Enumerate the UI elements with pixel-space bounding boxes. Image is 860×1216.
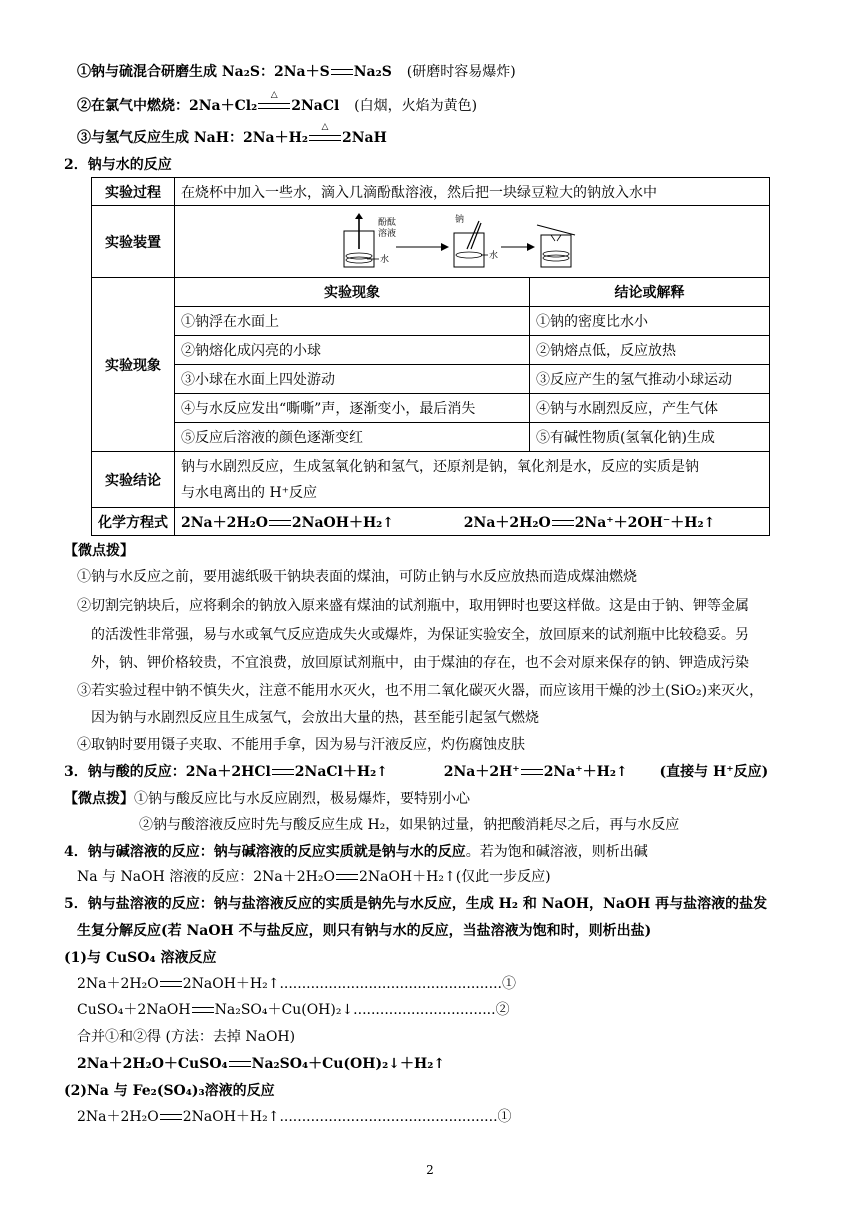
section-text: 生复分解反应(若 NaOH 不与盐反应，则只有钠与水的反应，当盐溶液为饱和时，则析出盐) bbox=[77, 923, 652, 939]
reaction-na-cl2 bbox=[77, 90, 478, 116]
tips-heading: 【微点拨】 bbox=[64, 791, 134, 807]
apparatus-cell bbox=[175, 206, 770, 278]
subsection-heading: (1)与 CuSO₄ 溶液反应 bbox=[64, 950, 217, 966]
equation-right: 2NaOH＋H₂↑(仅此一步反应) bbox=[358, 869, 551, 885]
phenomenon-cell: ②钠熔化成闪亮的小球 bbox=[175, 336, 530, 365]
section-4-equation bbox=[77, 867, 551, 887]
phenomena-cell bbox=[175, 278, 770, 452]
equation-cell bbox=[175, 508, 770, 536]
phenomenon-cell: ④与水反应发出“嘶嘶”声，逐渐变小，最后消失 bbox=[175, 394, 530, 423]
phenomenon-cell: ③小球在水面上四处游动 bbox=[175, 365, 530, 394]
tip-item: 因为钠与水剧烈反应且生成氢气，会放出大量的热，甚至能引起氢气燃烧 bbox=[91, 710, 539, 726]
reaction-note: (研磨时容易爆炸) bbox=[406, 64, 516, 80]
phenomenon-cell: ⑤反应后溶液的颜色逐渐变红 bbox=[175, 423, 530, 452]
equation-right: Na₂S bbox=[353, 64, 392, 80]
equation-left: 2Na＋2H₂O bbox=[181, 514, 268, 531]
subsection-heading: (2)Na 与 Fe₂(SO₄)₃溶液的反应 bbox=[64, 1083, 275, 1099]
label-phenolphthalein-1: 酚酞 bbox=[378, 217, 397, 228]
equation-left: ：2Na＋Cl₂ bbox=[175, 98, 258, 114]
conclusion-cell: ④钠与水剧烈反应，产生气体 bbox=[530, 394, 770, 423]
row-header: 化学方程式 bbox=[92, 508, 175, 536]
equation-left: 2Na＋2H₂O＋CuSO₄ bbox=[77, 1056, 228, 1072]
conclusion-line: 钠与水剧烈反应，生成氢氧化钠和氢气，还原剂是钠，氧化剂是水，反应的实质是钠 bbox=[181, 458, 699, 475]
equation-right: 2NaH bbox=[341, 130, 387, 146]
conclusion-cell: ①钠的密度比水小 bbox=[530, 307, 770, 336]
reaction-label: ②在氯气中燃烧 bbox=[77, 98, 175, 114]
conclusion-cell: ②钠熔点低，反应放热 bbox=[530, 336, 770, 365]
tip-item: ①钠与酸反应比与水反应剧烈，极易爆炸，要特别小心 bbox=[134, 791, 470, 807]
experiment-table bbox=[91, 177, 770, 536]
row-header: 实验装置 bbox=[92, 206, 175, 278]
equals-sign bbox=[160, 1114, 182, 1120]
reaction-na-s bbox=[77, 62, 516, 82]
tip-item: ②切割完钠块后，应将剩余的钠放入原来盛有煤油的试剂瓶中，取用钾时也要这样做。这是由于钠、钾等金属 bbox=[77, 598, 749, 614]
equation-right: 2Na⁺＋2OH⁻＋H₂↑ bbox=[574, 514, 716, 531]
table-row bbox=[175, 365, 769, 394]
equation-line bbox=[77, 1000, 510, 1020]
equation-left: ：2Na＋S bbox=[260, 64, 330, 80]
section-key-point: 钠与碱溶液的反应实质就是钠与水的反应 bbox=[213, 844, 466, 860]
tip-item: ③若实验过程中钠不慎失火，注意不能用水灭火，也不用二氧化碳灭火器，而应该用干燥的沙土(SiO₂)来灭火， bbox=[77, 683, 764, 699]
tip-item: ④取钠时要用镊子夹取、不能用手拿，因为易与汗液反应，灼伤腐蚀皮肤 bbox=[77, 737, 525, 753]
reaction-label: ③与氢气反应生成 bbox=[77, 130, 189, 146]
row-header: 实验现象 bbox=[92, 278, 175, 452]
label-phenolphthalein-2: 溶液 bbox=[378, 228, 397, 239]
row-header: 实验过程 bbox=[92, 178, 175, 206]
equation-line bbox=[77, 1054, 445, 1074]
equals-sign bbox=[229, 1061, 251, 1067]
equation-right: 2NaOH＋H₂↑ bbox=[291, 514, 395, 531]
heat-arrow bbox=[308, 122, 342, 148]
equation-right: Na₂SO₄＋Cu(OH)₂↓＋H₂↑ bbox=[251, 1056, 446, 1072]
process-text: 在烧杯中加入一些水，滴入几滴酚酞溶液，然后把一块绿豆粒大的钠放入水中 bbox=[175, 178, 770, 206]
merge-note: 合并①和②得 (方法：去掉 NaOH) bbox=[77, 1029, 296, 1045]
equation-line bbox=[77, 974, 516, 994]
conclusion-line: 与水电离出的 H⁺反应 bbox=[181, 484, 318, 501]
section-heading: 5．钠与盐溶液的反应： bbox=[64, 896, 214, 912]
equation-left: ：2Na＋H₂ bbox=[228, 130, 308, 146]
equation-right: 2NaCl bbox=[291, 98, 340, 114]
label-water-1: 水 bbox=[380, 254, 390, 265]
row-header: 实验结论 bbox=[92, 452, 175, 508]
equation-left: 2Na＋2H⁺ bbox=[443, 764, 520, 780]
reaction-product: NaH bbox=[193, 130, 229, 146]
tip-item: ②钠与酸溶液反应时先与酸反应生成 H₂，如果钠过量，钠把酸消耗尽之后，再与水反应 bbox=[139, 817, 680, 833]
heat-icon: △ bbox=[321, 122, 329, 132]
equals-sign bbox=[552, 520, 574, 526]
conclusion-cell: ③反应产生的氢气推动小球运动 bbox=[530, 365, 770, 394]
conclusion-cell: ⑤有碱性物质(氢氧化钠)生成 bbox=[530, 423, 770, 452]
equals-sign bbox=[192, 1007, 214, 1013]
table-row bbox=[175, 336, 769, 365]
label-sodium: 钠 bbox=[455, 214, 465, 225]
section-heading: 4．钠与碱溶液的反应： bbox=[64, 844, 214, 860]
tips-heading: 【微点拨】 bbox=[64, 543, 134, 559]
heat-arrow bbox=[257, 90, 291, 116]
page-number: 2 bbox=[426, 1163, 434, 1177]
reaction-label: ①钠与硫混合研磨生成 bbox=[77, 64, 217, 80]
label-water-2: 水 bbox=[489, 250, 499, 261]
equation-right: 2NaOH＋H₂↑.................................................① bbox=[182, 1109, 512, 1125]
table-row bbox=[175, 394, 769, 423]
equals-sign bbox=[521, 769, 543, 775]
beaker-2 bbox=[454, 233, 484, 267]
reaction-product: Na₂S bbox=[221, 64, 260, 80]
glass-cover bbox=[537, 225, 575, 235]
equation-note: (直接与 H⁺反应) bbox=[659, 764, 769, 780]
equation-right: 2Na⁺＋H₂↑ bbox=[543, 764, 628, 780]
arrow-icon bbox=[527, 243, 535, 251]
equals-sign bbox=[160, 981, 182, 987]
reaction-na-h2 bbox=[77, 122, 387, 148]
equation-right: 2NaOH＋H₂↑..................................................① bbox=[182, 976, 516, 992]
equation-left: 2Na＋2HCl bbox=[185, 764, 271, 780]
equals-sign bbox=[336, 874, 358, 880]
section-text: 。若为饱和碱溶液，则析出碱 bbox=[465, 844, 648, 860]
section-3 bbox=[64, 762, 768, 782]
tip-item: 的活泼性非常强，易与水或氧气反应造成失火或爆炸，为保证实验安全，放回原来的试剂瓶中比较稳妥。另 bbox=[91, 627, 749, 643]
col-header-conclusion: 结论或解释 bbox=[530, 278, 770, 307]
conclusion-text bbox=[175, 452, 770, 508]
equation-left: 2Na＋2H₂O bbox=[77, 1109, 159, 1125]
section-4 bbox=[64, 842, 648, 862]
equation-left: CuSO₄＋2NaOH bbox=[77, 1002, 191, 1018]
table-row bbox=[175, 307, 769, 336]
col-header-phenomena: 实验现象 bbox=[175, 278, 530, 307]
tip-item: 外，钠、钾价格较贵，不宜浪费，放回原试剂瓶中，由于煤油的存在，也不会对原来保存的钠、钾造成污染 bbox=[91, 655, 749, 671]
phenomena-table bbox=[175, 278, 769, 451]
table-row bbox=[175, 423, 769, 452]
equals-sign bbox=[331, 69, 353, 75]
equals-sign bbox=[272, 769, 294, 775]
equation-left: 2Na＋2H₂O bbox=[77, 976, 159, 992]
equation-left: 2Na＋2H₂O bbox=[463, 514, 551, 531]
equation-left: Na 与 NaOH 溶液的反应：2Na＋2H₂O bbox=[77, 869, 335, 885]
section-3-tip bbox=[64, 789, 470, 809]
section-heading: 3．钠与酸的反应： bbox=[64, 764, 186, 780]
apparatus-diagram bbox=[341, 211, 601, 273]
reaction-note: (白烟，火焰为黄色) bbox=[354, 98, 478, 114]
section-text: 钠与盐溶液反应的实质是钠先与水反应，生成 H₂ 和 NaOH，NaOH 再与盐溶液的盐发 bbox=[213, 896, 768, 912]
tip-item: ①钠与水反应之前，要用滤纸吸干钠块表面的煤油，可防止钠与水反应放热而造成煤油燃烧 bbox=[77, 569, 637, 585]
equation-right: 2NaCl＋H₂↑ bbox=[294, 764, 388, 780]
heat-icon: △ bbox=[270, 90, 278, 100]
equals-sign bbox=[269, 520, 291, 526]
arrow-icon bbox=[441, 243, 449, 251]
section-5 bbox=[64, 894, 767, 914]
section-heading: 2．钠与水的反应 bbox=[64, 157, 172, 173]
equation-line bbox=[77, 1107, 512, 1127]
equation-right: Na₂SO₄＋Cu(OH)₂↓................................② bbox=[214, 1002, 510, 1018]
phenomenon-cell: ①钠浮在水面上 bbox=[175, 307, 530, 336]
